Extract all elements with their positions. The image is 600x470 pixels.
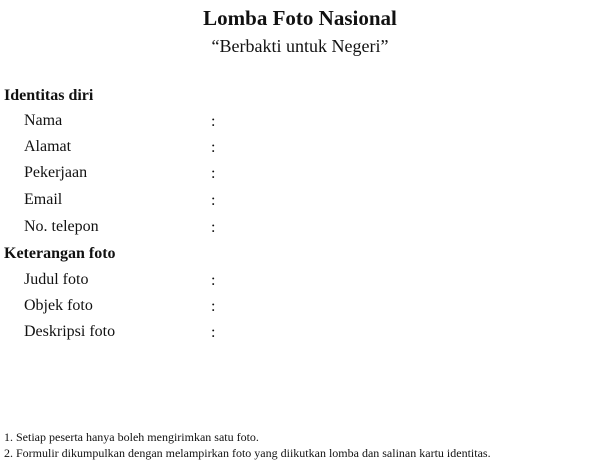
- field-row-telepon: [0, 217, 600, 239]
- field-label: Judul foto: [24, 271, 89, 288]
- form-subtitle: “Berbakti untuk Negeri”: [211, 36, 389, 56]
- field-label: Email: [24, 191, 63, 208]
- field-row-judul-foto: [0, 270, 600, 292]
- field-label: No. telepon: [24, 218, 99, 235]
- field-colon: :: [211, 139, 216, 156]
- field-colon: :: [211, 113, 216, 130]
- note-1: 1. Setiap peserta hanya boleh mengirimkan satu foto.: [4, 430, 259, 444]
- field-colon: :: [211, 165, 216, 182]
- field-label: Deskripsi foto: [24, 323, 116, 340]
- field-colon: :: [211, 324, 216, 341]
- note-2: 2. Formulir dikumpulkan dengan melampirkan foto yang diikutkan lomba dan salinan kartu identitas.: [4, 446, 491, 460]
- field-colon: :: [211, 219, 216, 236]
- form-title: Lomba Foto Nasional: [203, 6, 397, 30]
- field-label: Pekerjaan: [24, 164, 88, 181]
- field-label: Nama: [24, 112, 63, 129]
- field-colon: :: [211, 272, 216, 289]
- field-label: Alamat: [24, 138, 72, 155]
- section-heading-identitas: Identitas diri: [4, 87, 94, 104]
- field-row-pekerjaan: [0, 163, 600, 185]
- field-label: Objek foto: [24, 297, 93, 314]
- field-row-objek-foto: [0, 296, 600, 318]
- field-row-email: [0, 190, 600, 212]
- section-heading-keterangan: Keterangan foto: [4, 245, 116, 262]
- field-colon: :: [211, 192, 216, 209]
- field-row-nama: [0, 111, 600, 133]
- field-row-deskripsi-foto: [0, 322, 600, 344]
- field-row-alamat: [0, 137, 600, 159]
- field-colon: :: [211, 298, 216, 315]
